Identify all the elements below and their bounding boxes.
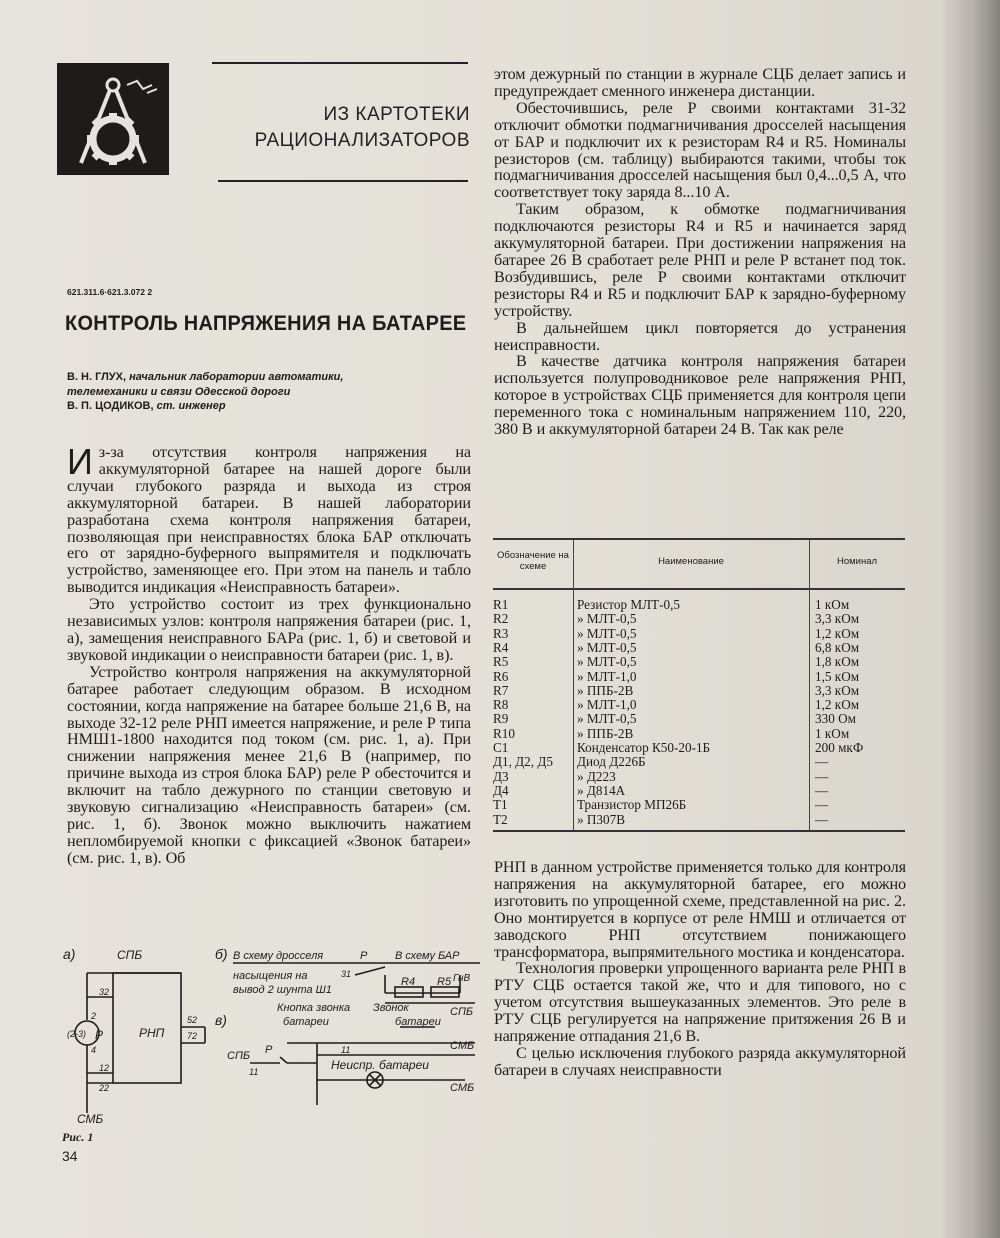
paragraph: [67, 441, 471, 597]
table-cell-value: 6,8 кОм: [815, 639, 860, 655]
paragraph: Обесточившись, реле Р своими контактами 31-32 отключит обмотки подмагничивания дросселей насыщения от БАР и подключит их к резисторам R4 и R5. Номиналы резисторов (см. таблицу) выбираются такими, чтобы ток подмагничивания дросселей насыщения был 0,4...0,5 А, что соответствует току заряда 8...10 А.: [494, 98, 906, 202]
table-row: [493, 770, 905, 784]
fig-bell: Звонок: [373, 1002, 409, 1014]
fig-pin-52: 52: [187, 1015, 198, 1025]
table-cell-name: » МЛТ-0,5: [577, 711, 637, 727]
table-cell-designation: R1: [493, 597, 509, 612]
table-row: [493, 684, 905, 698]
table-cell-designation: R6: [493, 668, 509, 684]
fig-pin-2: 2: [91, 1011, 97, 1021]
table-row: [493, 813, 905, 827]
table-row: [493, 655, 905, 669]
paragraph: Таким образом, к обмотке подмагничивания подключаются резисторы R4 и R5 и начинается заряд аккумуляторной батареи. При достижении напряжения на батарее 26 В сработает реле РНП и реле Р встанет под ток. Возбудившись, реле Р своими контактами отключит резисторы R4 и R5 и подключит БАР к зарядно-буферному устройству.: [494, 200, 906, 320]
fig-gnv: ГнВ: [453, 973, 471, 984]
table-row: [493, 784, 905, 798]
fig-spb-label: СПБ: [117, 948, 143, 962]
table-cell-name: » МЛТ-1,0: [577, 668, 637, 684]
table-row: [493, 712, 905, 726]
rubric-line-2: РАЦИОНАЛИЗАТОРОВ: [254, 130, 470, 151]
fig-pin-12: 12: [99, 1063, 110, 1073]
fig-smb-label: СМБ: [77, 1112, 104, 1125]
fig-to-choke: В схему дросселя: [233, 950, 324, 962]
schematic-figure: [55, 945, 480, 1125]
table-cell-value: —: [815, 754, 829, 770]
table-cell-designation: R3: [493, 625, 509, 641]
table-cell-designation: Д1, Д2, Д5: [493, 754, 553, 770]
fig-smb-v2: СМБ: [450, 1082, 475, 1094]
paragraph: В дальнейшем цикл повторяется до устранения неисправности.: [494, 318, 906, 354]
header-rule-bottom: [218, 180, 468, 182]
fig-r4: R4: [401, 976, 416, 988]
fig-pin-32: 32: [99, 987, 110, 997]
table-cell-name: » МЛТ-0,5: [577, 639, 637, 655]
table-cell-name: Транзистор МП26Б: [577, 797, 687, 813]
page-spine-shadow: [940, 0, 1000, 1238]
paragraph: Устройство контроля напряжения на аккумуляторной батарее работает следующим образом. В исходном состоянии, когда напряжение на батарее больше 21,6 В, на выходе 32-12 реле РНП имеется напряжение, и реле Р типа НМШ1-1800 находится под током (см. рис. 1, а). При снижении напряжения менее 21,6 В (например, по причине выхода из строя блока БАР) реле Р обесточится и включит на табло дежурного по станции световую и звуковую сигнализацию «Неисправность батареи» (см. рис. 1, б). Звонок можно выключить нажатием непломбируемой кнопки с фиксацией «Звонок батареи» (см. рис. 1, в). Об: [67, 662, 471, 867]
table-row: [493, 741, 905, 755]
table-header-designation: Обозначение на схеме: [497, 550, 569, 572]
table-row: [493, 641, 905, 655]
fig-magnetizing: насыщения на: [233, 970, 308, 982]
fig-pin-22: 22: [99, 1083, 110, 1093]
fig-r5: R5: [437, 976, 452, 988]
table-cell-designation: Т2: [493, 811, 508, 827]
fig-relay-p-v: Р: [265, 1044, 273, 1056]
table-cell-name: » Д814А: [577, 782, 626, 798]
paragraph-text: з-за отсутствия контроля напряжения на аккумуляторной батарее на нашей дороге были случаи глубокого разряда и выхода из строя аккумуляторной батареи. В нашей лаборатории разработана схема контроля напряжения батареи, позволяющая при неисправностях блока БАР отключать его от зарядно-буферного выпрямителя и подключать устройство, заменяющее его. При этом на панель и табло выводится индикация «Неисправность батареи».: [67, 443, 471, 597]
table-cell-designation: Д3: [493, 768, 509, 784]
table-cell-value: —: [815, 782, 829, 798]
table-cell-value: 1 кОм: [815, 597, 850, 612]
fig-pin-72: 72: [187, 1031, 198, 1041]
table-cell-designation: R4: [493, 639, 509, 655]
udc-code: 621.311.6·621.3.072 2: [67, 287, 153, 297]
table-cell-designation: Т1: [493, 797, 508, 813]
table-cell-value: 200 мкФ: [815, 740, 864, 755]
table-cell-value: 330 Ом: [815, 711, 856, 727]
fig-label-b: б): [215, 946, 228, 962]
paragraph: Технология проверки упрощенного варианта реле РНП в РТУ СЦБ остается такой же, что и для типового, но с учетом отсутствия вышеуказанных элементов. Это реле в РТУ СЦБ регулируется на напряжение притяжения 26 В и напряжение отпадания 21,6 В.: [494, 959, 906, 1046]
table-rule: [493, 830, 905, 832]
fig-bell-2: батареи: [395, 1016, 441, 1028]
table-cell-name: » ППБ-2В: [577, 682, 634, 698]
table-cell-name: » Д223: [577, 768, 616, 784]
table-cell-designation: R9: [493, 711, 509, 727]
table-rule: [493, 588, 905, 590]
fig-fault: Неиспр. батареи: [331, 1058, 429, 1072]
author-1-role: начальник лаборатории автоматики,: [129, 371, 344, 383]
table-cell-name: Диод Д226Б: [577, 754, 646, 770]
table-cell-designation: С1: [493, 740, 509, 755]
drop-cap: И: [67, 441, 93, 482]
author-1-name: В. Н. ГЛУХ,: [67, 371, 127, 383]
table-cell-value: 1,2 кОм: [815, 697, 860, 713]
table-cell-designation: R10: [493, 725, 515, 741]
table-row: [493, 755, 905, 769]
compass-gear-icon: [57, 63, 169, 175]
table-cell-value: 1 кОм: [815, 725, 850, 741]
table-cell-name: » П307В: [577, 811, 625, 827]
table-cell-designation: R7: [493, 682, 509, 698]
table-row: [493, 670, 905, 684]
fig-label-v: в): [215, 1012, 227, 1028]
table-cell-designation: R2: [493, 611, 509, 627]
figure-caption: Рис. 1: [62, 1130, 94, 1144]
table-cell-value: —: [815, 811, 829, 827]
fig-pin-4: 4: [91, 1045, 97, 1055]
fig-btn-bell: Кнопка звонка: [277, 1002, 351, 1014]
table-row: [493, 598, 905, 612]
paragraph: Это устройство состоит из трех функционально независимых узлов: контроля напряжения батареи (рис. 1, а), замещения неисправного БАРа (рис. 1, б) и световой и звуковой индикации о неисправности батареи (рис. 1, в).: [67, 595, 471, 664]
table-cell-value: —: [815, 797, 829, 813]
paragraph: этом дежурный по станции в журнале СЦБ делает запись и предупреждает сменного инженера дистанции.: [494, 65, 906, 100]
right-column-bottom: [494, 859, 906, 1079]
table-cell-value: 1,2 кОм: [815, 625, 860, 641]
fig-shunt-out: вывод 2 шунта Ш1: [233, 984, 332, 996]
table-cell-name: » МЛТ-0,5: [577, 625, 637, 641]
fig-rnp-label: РНП: [139, 1026, 165, 1040]
author-2-role: ст. инженер: [156, 400, 226, 412]
table-row: [493, 727, 905, 741]
table-cell-value: 3,3 кОм: [815, 682, 860, 698]
author-2-name: В. П. ЦОДИКОВ,: [67, 400, 154, 412]
header-rule-top: [212, 62, 468, 64]
paragraph: В качестве датчика контроля напряжения батареи используется полупроводниковое реле напряжения РНП, которое в устройствах СЦБ применяется для контроля цепи переменного тока с номинальным напряжением 110, 220, 380 В и аккумуляторной батареи 24 В. Так как реле: [494, 352, 906, 439]
table-cell-designation: R5: [493, 654, 509, 670]
fig-to-bar: В схему БАР: [395, 950, 460, 962]
right-column-top: [494, 66, 906, 438]
table-cell-designation: Д4: [493, 782, 509, 798]
table-row: [493, 698, 905, 712]
fig-smb-v: СМБ: [450, 1040, 475, 1052]
paragraph: РНП в данном устройстве применяется только для контроля напряжения на аккумуляторной батарее, его можно изготовить по упрощенной схеме, представленной на рис. 2. Оно монтируется в корпусе от реле НМШ и отличается от заводского РНП отсутствием понижающего трансформатора, выпрямительного мостика и конденсатора.: [494, 858, 906, 961]
page-number: 34: [62, 1148, 78, 1164]
fig-relay-23: (2-3): [67, 1029, 87, 1039]
table-cell-name: Конденсатор К50-20-1Б: [577, 740, 711, 755]
table-cell-value: 1,8 кОм: [815, 654, 860, 670]
table-cell-designation: R8: [493, 697, 509, 713]
table-cell-value: —: [815, 768, 829, 784]
table-rule: [493, 538, 905, 540]
table-row: [493, 612, 905, 626]
fig-pin-31: 31: [341, 969, 352, 979]
table-cell-name: » МЛТ-1,0: [577, 697, 637, 713]
fig-spb-b: СПБ: [450, 1006, 474, 1018]
fig-pin-11b: 11: [341, 1045, 351, 1055]
table-cell-value: 1,5 кОм: [815, 668, 860, 684]
table-cell-name: » МЛТ-0,5: [577, 654, 637, 670]
rubric-line-1: ИЗ КАРТОТЕКИ: [323, 104, 470, 125]
article-title: КОНТРОЛЬ НАПРЯЖЕНИЯ НА БАТАРЕЕ: [65, 312, 467, 335]
fig-relay-p-b: Р: [360, 950, 368, 962]
fig-pin-11: 11: [249, 1067, 259, 1077]
left-column: [67, 441, 471, 867]
table-row: [493, 798, 905, 812]
author-1-role-2: телемеханики и связи Одесской дороги: [67, 385, 291, 398]
table-cell-name: » ППБ-2В: [577, 725, 634, 741]
table-header-value: Номинал: [836, 556, 878, 567]
table-cell-name: Резистор МЛТ-0,5: [577, 597, 680, 612]
authors-block: [67, 370, 343, 414]
fig-label-a: а): [63, 946, 76, 962]
table-row: [493, 627, 905, 641]
fig-btn-bell-2: батареи: [283, 1016, 329, 1028]
paragraph: С целью исключения глубокого разряда аккумуляторной батареи в случаях неисправности: [494, 1043, 906, 1079]
fig-relay-p: Р: [95, 1028, 104, 1042]
table-cell-name: » МЛТ-0,5: [577, 611, 637, 627]
table-header-name: Наименование: [658, 556, 724, 567]
table-cell-value: 3,3 кОм: [815, 611, 860, 627]
fig-spb-v: СПБ: [227, 1050, 251, 1062]
